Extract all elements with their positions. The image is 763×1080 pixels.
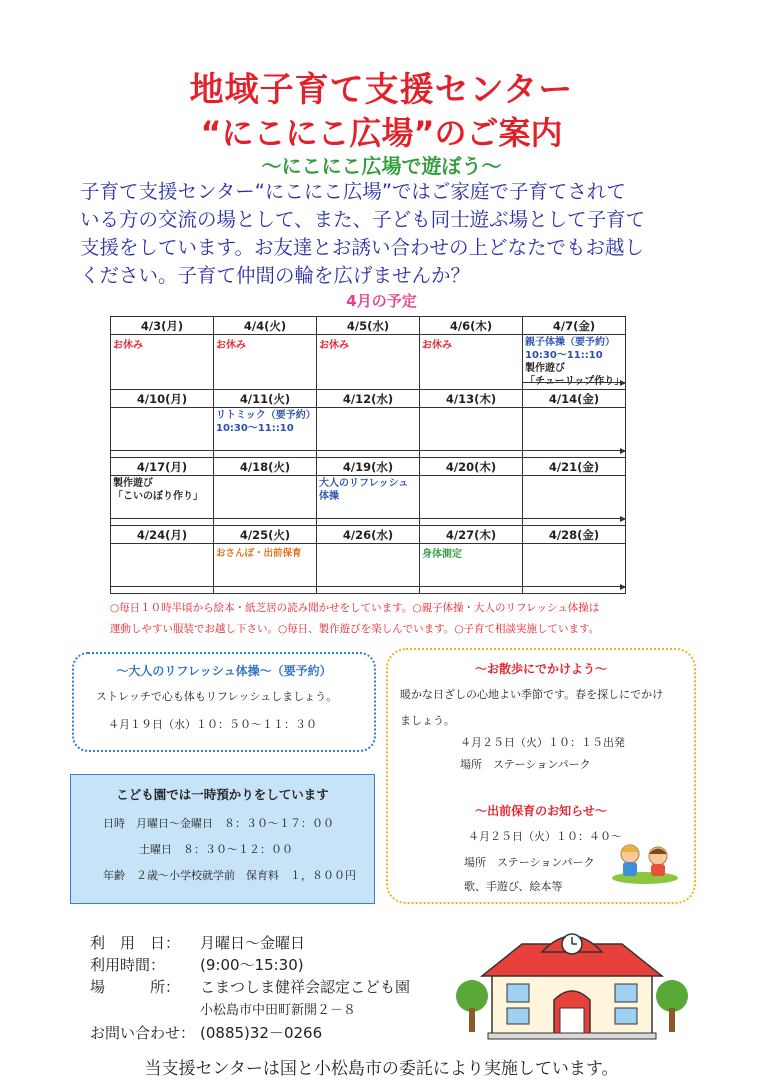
arrow-head-icon bbox=[620, 516, 626, 522]
time-value: (9:00～15:30) bbox=[200, 956, 304, 974]
calendar-event: リトミック（要予約） bbox=[216, 410, 316, 421]
schedule-arrow-line bbox=[420, 518, 522, 519]
walk-place: 場所 ステーションパーク bbox=[460, 758, 591, 771]
calendar-event: 製作遊び bbox=[525, 363, 565, 374]
schedule-arrow-line bbox=[523, 450, 625, 451]
calendar-event-cell bbox=[523, 544, 626, 594]
calendar-event: おさんぽ・出前保育 bbox=[216, 548, 302, 559]
calendar-event-cell bbox=[523, 408, 626, 458]
calendar-event-cell bbox=[214, 335, 317, 390]
calendar-date-row bbox=[111, 317, 626, 335]
care-hours-weekday: 日時 月曜日～金曜日 ８：３０～１７：００ bbox=[103, 817, 334, 830]
note-line: ○毎日１０時半頃から絵本・紙芝居の読み聞かせをしています。○親子体操・大人のリフレッシュ体操は bbox=[110, 602, 600, 614]
temporary-care-box bbox=[70, 774, 375, 904]
calendar-event: お休み bbox=[319, 340, 349, 351]
refresh-heading: ～大人のリフレッシュ体操～（要予約） bbox=[116, 664, 332, 678]
schedule-arrow-line bbox=[214, 518, 316, 519]
delivery-heading: ～出前保育のお知らせ～ bbox=[475, 804, 607, 818]
calendar-event-cell bbox=[214, 544, 317, 594]
calendar-date: 4/10(月) bbox=[111, 390, 214, 408]
walk-box bbox=[386, 648, 696, 904]
calendar-date: 4/20(木) bbox=[420, 458, 523, 476]
days-label: 利 用 日： bbox=[90, 934, 181, 952]
intro-line: ください。子育て仲間の輪を広げませんか？ bbox=[80, 264, 471, 287]
calendar-date-row bbox=[111, 390, 626, 408]
walk-heading: ～お散歩にでかけよう～ bbox=[474, 662, 607, 676]
calendar-event: 親子体操（要予約） bbox=[525, 337, 615, 348]
title-line1: 地域子育て支援センター bbox=[189, 70, 574, 110]
walk-text-2: ましょう。 bbox=[400, 714, 455, 727]
intro-line: 支援をしています。お友達とお誘い合わせの上どなたでもお越し bbox=[80, 236, 644, 259]
calendar-event-cell bbox=[111, 335, 214, 390]
subtitle: ～にこにこ広場で遊ぼう～ bbox=[261, 154, 502, 178]
delivery-place: 場所 ステーションパーク bbox=[464, 856, 595, 869]
schedule-arrow-line bbox=[523, 586, 625, 587]
calendar-event-cell bbox=[420, 335, 523, 390]
schedule-arrow-line bbox=[317, 450, 419, 451]
place-value: こまつしま健祥会認定こども園 bbox=[200, 978, 411, 996]
calendar-date: 4/3(月) bbox=[111, 317, 214, 335]
title-line2: “にこにこ広場”のご案内 bbox=[200, 114, 563, 152]
arrow-head-icon bbox=[620, 380, 626, 386]
calendar-event-cell bbox=[420, 408, 523, 458]
calendar-event-cell bbox=[317, 476, 420, 526]
contact-phone: (0885)32－0266 bbox=[200, 1024, 323, 1042]
calendar-date-row bbox=[111, 458, 626, 476]
schedule-arrow-line bbox=[214, 586, 316, 587]
schedule-arrow-line bbox=[111, 518, 213, 519]
delivery-items: 歌、手遊び、絵本等 bbox=[464, 880, 563, 893]
calendar-date: 4/12(水) bbox=[317, 390, 420, 408]
calendar-event: お休み bbox=[422, 340, 452, 351]
calendar-event-cell bbox=[214, 408, 317, 458]
calendar-date: 4/26(水) bbox=[317, 526, 420, 544]
schedule-arrow-line bbox=[420, 450, 522, 451]
refresh-exercise-box bbox=[72, 652, 376, 752]
calendar-date: 4/24(月) bbox=[111, 526, 214, 544]
schedule-arrow-line bbox=[523, 518, 625, 519]
calendar-date: 4/11(火) bbox=[214, 390, 317, 408]
calendar-event-cell bbox=[214, 476, 317, 526]
schedule-title: 4月の予定 bbox=[346, 292, 417, 310]
calendar-date: 4/28(金) bbox=[523, 526, 626, 544]
intro-paragraph bbox=[80, 178, 680, 290]
schedule-arrow-line bbox=[317, 586, 419, 587]
refresh-datetime: ４月１９日（水）１０：５０～１１：３０ bbox=[108, 718, 317, 731]
schedule-calendar bbox=[110, 316, 626, 594]
time-label: 利用時間： bbox=[90, 956, 166, 974]
calendar-event: お休み bbox=[113, 340, 143, 351]
calendar-date: 4/18(火) bbox=[214, 458, 317, 476]
calendar-event-cell bbox=[317, 408, 420, 458]
schedule-arrow-line bbox=[111, 586, 213, 587]
calendar-event-row bbox=[111, 476, 626, 526]
schedule-arrow-line bbox=[317, 518, 419, 519]
calendar-event-cell bbox=[420, 476, 523, 526]
calendar-event-cell bbox=[420, 544, 523, 594]
calendar-event: 「こいのぼり作り」 bbox=[113, 491, 203, 502]
calendar-date: 4/5(水) bbox=[317, 317, 420, 335]
calendar-date: 4/25(火) bbox=[214, 526, 317, 544]
calendar-event: 10:30～11::10 bbox=[525, 350, 603, 361]
calendar-event: 体操 bbox=[319, 491, 339, 502]
temporary-care-heading: こども園では一時預かりをしています bbox=[116, 787, 329, 802]
calendar-event-cell bbox=[523, 476, 626, 526]
calendar-event-cell bbox=[317, 544, 420, 594]
calendar-date: 4/19(水) bbox=[317, 458, 420, 476]
walk-text-1: 暖かな日ざしの心地よい季節です。春を探しにでかけ bbox=[400, 688, 664, 701]
care-hours-saturday: 土曜日 ８：３０～１２：００ bbox=[139, 843, 293, 856]
calendar-date: 4/21(金) bbox=[523, 458, 626, 476]
calendar-date: 4/6(木) bbox=[420, 317, 523, 335]
note-line: 運動しやすい服装でお越し下さい。○毎日、製作遊びを楽しんでいます。○子育て相談実施しています。 bbox=[110, 623, 600, 635]
calendar-event: 大人のリフレッシュ bbox=[319, 478, 409, 489]
place-label: 場 所： bbox=[90, 978, 181, 996]
calendar-event: 「チューリップ作り」 bbox=[525, 376, 625, 387]
calendar-event-row bbox=[111, 408, 626, 458]
address: 小松島市中田町新開２－８ bbox=[200, 1003, 357, 1018]
refresh-text: ストレッチで心も体もリフレッシュしましょう。 bbox=[96, 690, 338, 703]
calendar-event: お休み bbox=[216, 340, 246, 351]
contact-label: お問い合わせ： bbox=[90, 1024, 196, 1042]
calendar-event: 製作遊び bbox=[113, 478, 153, 489]
school-building-icon bbox=[452, 918, 692, 1048]
calendar-date: 4/17(月) bbox=[111, 458, 214, 476]
calendar-date: 4/27(木) bbox=[420, 526, 523, 544]
schedule-arrow-line bbox=[523, 382, 625, 383]
calendar-event-cell bbox=[111, 544, 214, 594]
delivery-datetime: ４月２５日（火）１０：４０～ bbox=[468, 830, 622, 843]
walk-datetime: ４月２５日（火）１０：１５出発 bbox=[460, 736, 625, 749]
calendar-date-row bbox=[111, 526, 626, 544]
schedule-arrow-line bbox=[420, 586, 522, 587]
schedule-notes bbox=[110, 598, 650, 640]
intro-line: 子育て支援センター“にこにこ広場”ではご家庭で子育てされて bbox=[80, 180, 626, 203]
schedule-arrow-line bbox=[214, 450, 316, 451]
calendar-date: 4/7(金) bbox=[523, 317, 626, 335]
calendar-event: 身体測定 bbox=[422, 549, 462, 560]
calendar-event-row bbox=[111, 544, 626, 594]
footer-note: 当支援センターは国と小松島市の委託により実施しています。 bbox=[144, 1059, 619, 1079]
calendar-event-cell bbox=[111, 408, 214, 458]
care-age-fee: 年齢 ２歳～小学校就学前 保育料 １，８００円 bbox=[103, 869, 356, 882]
calendar-event-cell bbox=[317, 335, 420, 390]
calendar-date: 4/4(火) bbox=[214, 317, 317, 335]
days-value: 月曜日～金曜日 bbox=[200, 934, 306, 952]
children-playing-icon bbox=[610, 840, 680, 884]
schedule-arrow-line bbox=[111, 450, 213, 451]
calendar-date: 4/14(金) bbox=[523, 390, 626, 408]
arrow-head-icon bbox=[620, 584, 626, 590]
arrow-head-icon bbox=[620, 448, 626, 454]
calendar-event-cell bbox=[523, 335, 626, 390]
calendar-event-row bbox=[111, 335, 626, 390]
calendar-date: 4/13(木) bbox=[420, 390, 523, 408]
intro-line: いる方の交流の場として、また、子ども同士遊ぶ場として子育て bbox=[80, 208, 646, 231]
calendar-event: 10:30～11::10 bbox=[216, 423, 294, 434]
calendar-event-cell bbox=[111, 476, 214, 526]
